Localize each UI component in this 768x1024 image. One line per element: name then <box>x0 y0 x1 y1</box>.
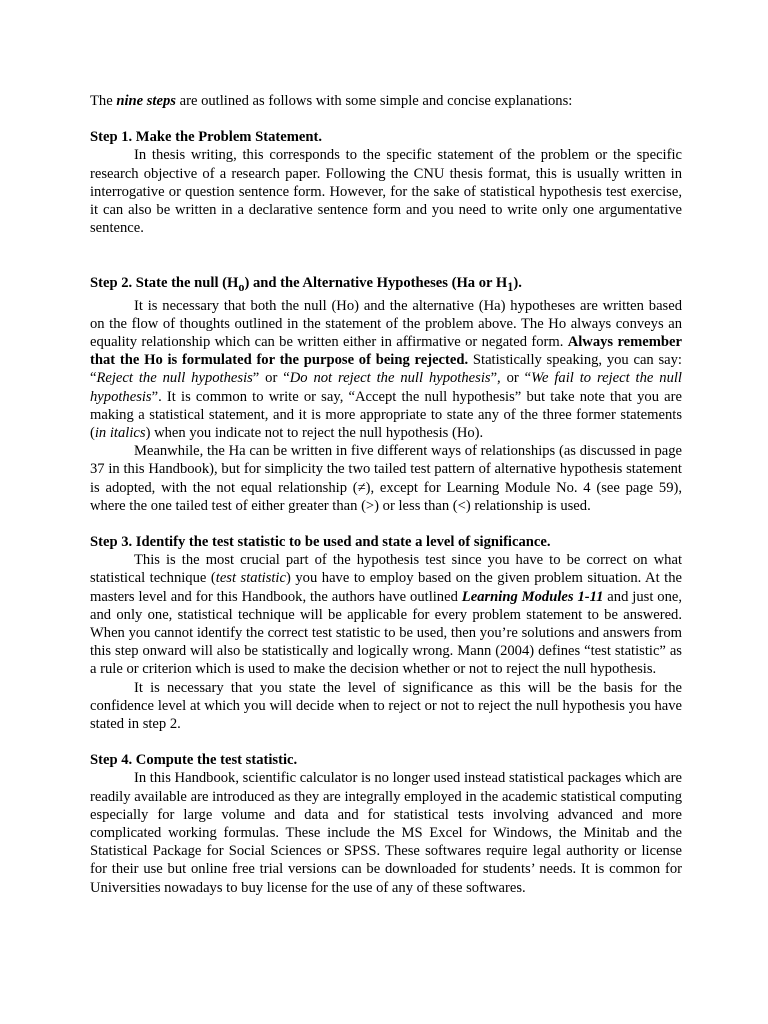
step-2-section <box>90 274 682 515</box>
text-run: ” or “ <box>252 370 290 387</box>
step-4-section <box>90 751 682 897</box>
text-run: Statistically speaking, you can say: “ <box>90 352 682 387</box>
italic-phrase: Do not reject the null hypothesis <box>289 370 491 387</box>
step-2-heading-part: ). <box>513 275 522 292</box>
step-2-paragraph-2: Meanwhile, the Ha can be written in five different ways of relationships (as discussed in page 37 in this Handbook), but for simplicity the two tailed test pattern of alternative hypothesis statement is adopted, with the not equal relationship (≠), except for Learning Module No. 4 (see page 59), where the one tailed test of either greater than (>) or less than (<) relationship is used. <box>90 443 682 514</box>
bold-italic-phrase: Learning Modules 1-11 <box>461 588 604 605</box>
section-gap <box>90 237 682 274</box>
text-run: ”, or “ <box>490 370 532 387</box>
text-run: It is necessary that both the null (Ho) and the alternative (Ha) hypotheses are written based on the flow of thoughts outlined in the statement of the problem above. The Ho always conveys an equality relationship which can be written either in affirmative or negated form. <box>90 297 682 350</box>
italic-phrase: test statistic <box>215 570 286 587</box>
text-run: ) when you indicate not to reject the null hypothesis (Ho). <box>145 424 484 441</box>
intro-paragraph <box>90 92 682 110</box>
step-2-heading-part: ) and the Alternative Hypotheses (Ha or H <box>244 275 508 292</box>
step-1-heading: Step 1. Make the Problem Statement. <box>90 129 322 146</box>
text-run: and just one, and only one, statistical technique will be applicable for every problem statement to be answered. When you cannot identify the correct test statistic to be used, then you’re solutions and answers from this step onward will also be statistically and logically wrong. Mann (2004) defines “test statistic” as a rule or criterion which is used to make the decision whether or not to reject the null hypothesis. <box>90 588 682 678</box>
text-run: This is the most crucial part of the hypothesis test since you have to be correct on what statistical technique ( <box>90 552 682 587</box>
step-4-paragraph: In this Handbook, scientific calculator is no longer used instead statistical packages which are readily available are introduced as they are integrally employed in the academic statistical computing especially for large volume and data and for statistical tests involving advanced and more complicated working formulas. These include the MS Excel for Windows, the Minitab and the Statistical Package for Social Sciences or SPSS. These softwares require legal authority or license for their use but online free trial versions can be downloaded for students’ needs. It is common for Universities nowadays to buy license for the use of any of these softwares. <box>90 770 682 896</box>
italic-phrase: We fail to reject the null hypothesis <box>90 370 682 405</box>
step-2-heading-part: Step 2. State the null (H <box>90 275 239 292</box>
subscript-zero: o <box>238 280 245 295</box>
step-3-paragraph-1 <box>90 551 682 678</box>
subscript-one: 1 <box>507 280 514 295</box>
step-4-heading: Step 4. Compute the test statistic. <box>90 752 298 769</box>
intro-emphasis: nine steps <box>116 93 176 109</box>
step-1-paragraph: In thesis writing, this corresponds to the specific statement of the problem or the specific research objective of a research paper. Following the CNU thesis format, this is usually written in interrogative or question sentence form. However, for the sake of statistical hypothesis test exercise, it can also be written in a declarative sentence form and you need to write only one argumentative sentence. <box>90 147 682 237</box>
step-2-heading <box>90 274 682 296</box>
intro-text-start: The <box>90 93 117 109</box>
section-gap <box>90 733 682 751</box>
step-2-paragraph-1 <box>90 297 682 443</box>
text-run: ) you have to employ based on the given problem situation. At the masters level and for this Handbook, the authors have outlined <box>90 570 682 605</box>
section-gap <box>90 515 682 533</box>
italic-phrase: in italics <box>94 424 146 441</box>
step-3-paragraph-2: It is necessary that you state the level of significance as this will be the basis for the confidence level at which you will decide when to reject or not to reject the null hypothesis you have stated in step 2. <box>90 679 682 732</box>
step-3-section <box>90 533 682 733</box>
intro-text-end: are outlined as follows with some simple and concise explanations: <box>175 93 573 109</box>
bold-reminder: Always remember that the Ho is formulated for the purpose of being rejected. <box>90 333 683 369</box>
step-3-heading: Step 3. Identify the test statistic to be used and state a level of significance. <box>90 533 551 550</box>
italic-phrase: Reject the null hypothesis <box>96 370 253 387</box>
text-run: ”. It is common to write or say, “Accept the null hypothesis” but take note that you are making a statistical statement, and it is more appropriate to state any of the three former statements ( <box>90 388 682 441</box>
step-1-section <box>90 128 682 237</box>
